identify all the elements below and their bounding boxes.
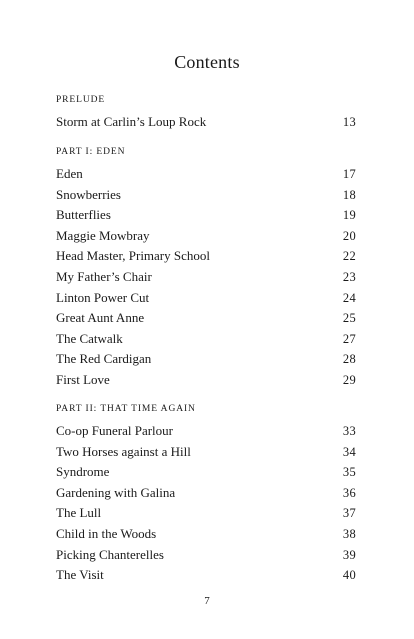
entry-page-number: 19 <box>342 208 356 223</box>
entry-title: Head Master, Primary School <box>56 248 211 264</box>
entry-title: Co-op Funeral Parlour <box>56 423 173 438</box>
toc-entry <box>56 370 356 391</box>
entry-title: My Father’s Chair <box>56 268 152 284</box>
entry-title: Gardening with Galina <box>56 484 176 500</box>
entry-page-number: 28 <box>342 352 356 367</box>
entry-page-number: 27 <box>342 331 356 346</box>
toc-entry <box>56 112 356 133</box>
entry-page-number: 36 <box>342 485 356 500</box>
entry-page-number: 33 <box>342 424 356 438</box>
entry-page-number: 23 <box>342 269 356 284</box>
toc-entry <box>56 226 356 247</box>
toc-entry <box>56 267 356 288</box>
page-title: Contents <box>174 52 240 72</box>
entry-title: Maggie Mowbray <box>56 227 150 243</box>
entry-page-number: 37 <box>342 506 356 521</box>
entry-page-number: 22 <box>342 249 356 264</box>
entry-title: The Visit <box>56 567 104 583</box>
toc-entry <box>56 308 356 329</box>
entry-title: Snowberries <box>56 186 121 202</box>
entry-title: The Lull <box>56 505 102 521</box>
entry-page-number: 20 <box>342 228 356 243</box>
section-prelude <box>56 93 356 133</box>
section-heading: PRELUDE <box>56 95 106 105</box>
entry-title: Two Horses against a Hill <box>56 443 191 459</box>
entry-page-number: 18 <box>342 187 356 202</box>
toc-entry <box>56 288 356 309</box>
section-heading: PART II: THAT TIME AGAIN <box>56 404 196 414</box>
toc-entry <box>56 164 356 185</box>
toc-entry <box>56 524 356 545</box>
toc-entry <box>56 421 356 442</box>
entry-title: Eden <box>56 166 83 181</box>
entry-title: The Red Cardigan <box>56 351 152 367</box>
entry-page-number: 24 <box>342 290 356 305</box>
section-part-one <box>56 145 356 391</box>
toc-entry <box>56 565 356 586</box>
entry-page-number: 35 <box>342 465 356 480</box>
entry-title: The Catwalk <box>56 330 123 346</box>
toc-entry <box>56 545 356 566</box>
toc-entry <box>56 185 356 206</box>
toc-entry <box>56 246 356 267</box>
entry-page-number: 34 <box>342 444 356 459</box>
entry-page-number: 38 <box>342 526 356 541</box>
page-number: 7 <box>204 595 210 607</box>
entry-title: Picking Chanterelles <box>56 546 164 562</box>
entry-title: Butterflies <box>56 207 111 223</box>
entry-page-number: 29 <box>342 372 356 387</box>
entry-title: First Love <box>56 371 110 387</box>
toc-entry <box>56 329 356 350</box>
toc-entry <box>56 483 356 504</box>
section-part-two <box>56 402 356 586</box>
toc-entry <box>56 349 356 370</box>
entry-title: Child in the Woods <box>56 525 157 541</box>
toc-entry <box>56 503 356 524</box>
entry-page-number: 40 <box>342 568 356 583</box>
entry-page-number: 39 <box>342 547 356 562</box>
toc-entry <box>56 205 356 226</box>
entry-page-number: 13 <box>342 115 356 129</box>
entry-title: Linton Power Cut <box>56 289 150 305</box>
entry-title: Great Aunt Anne <box>56 310 145 326</box>
entry-title: Syndrome <box>56 464 110 480</box>
entry-title: Storm at Carlin’s Loup Rock <box>56 114 207 129</box>
toc-entry <box>56 462 356 483</box>
toc-entry <box>56 442 356 463</box>
section-heading: PART I: EDEN <box>56 147 126 157</box>
entry-page-number: 25 <box>342 311 356 326</box>
entry-page-number: 17 <box>342 167 356 181</box>
